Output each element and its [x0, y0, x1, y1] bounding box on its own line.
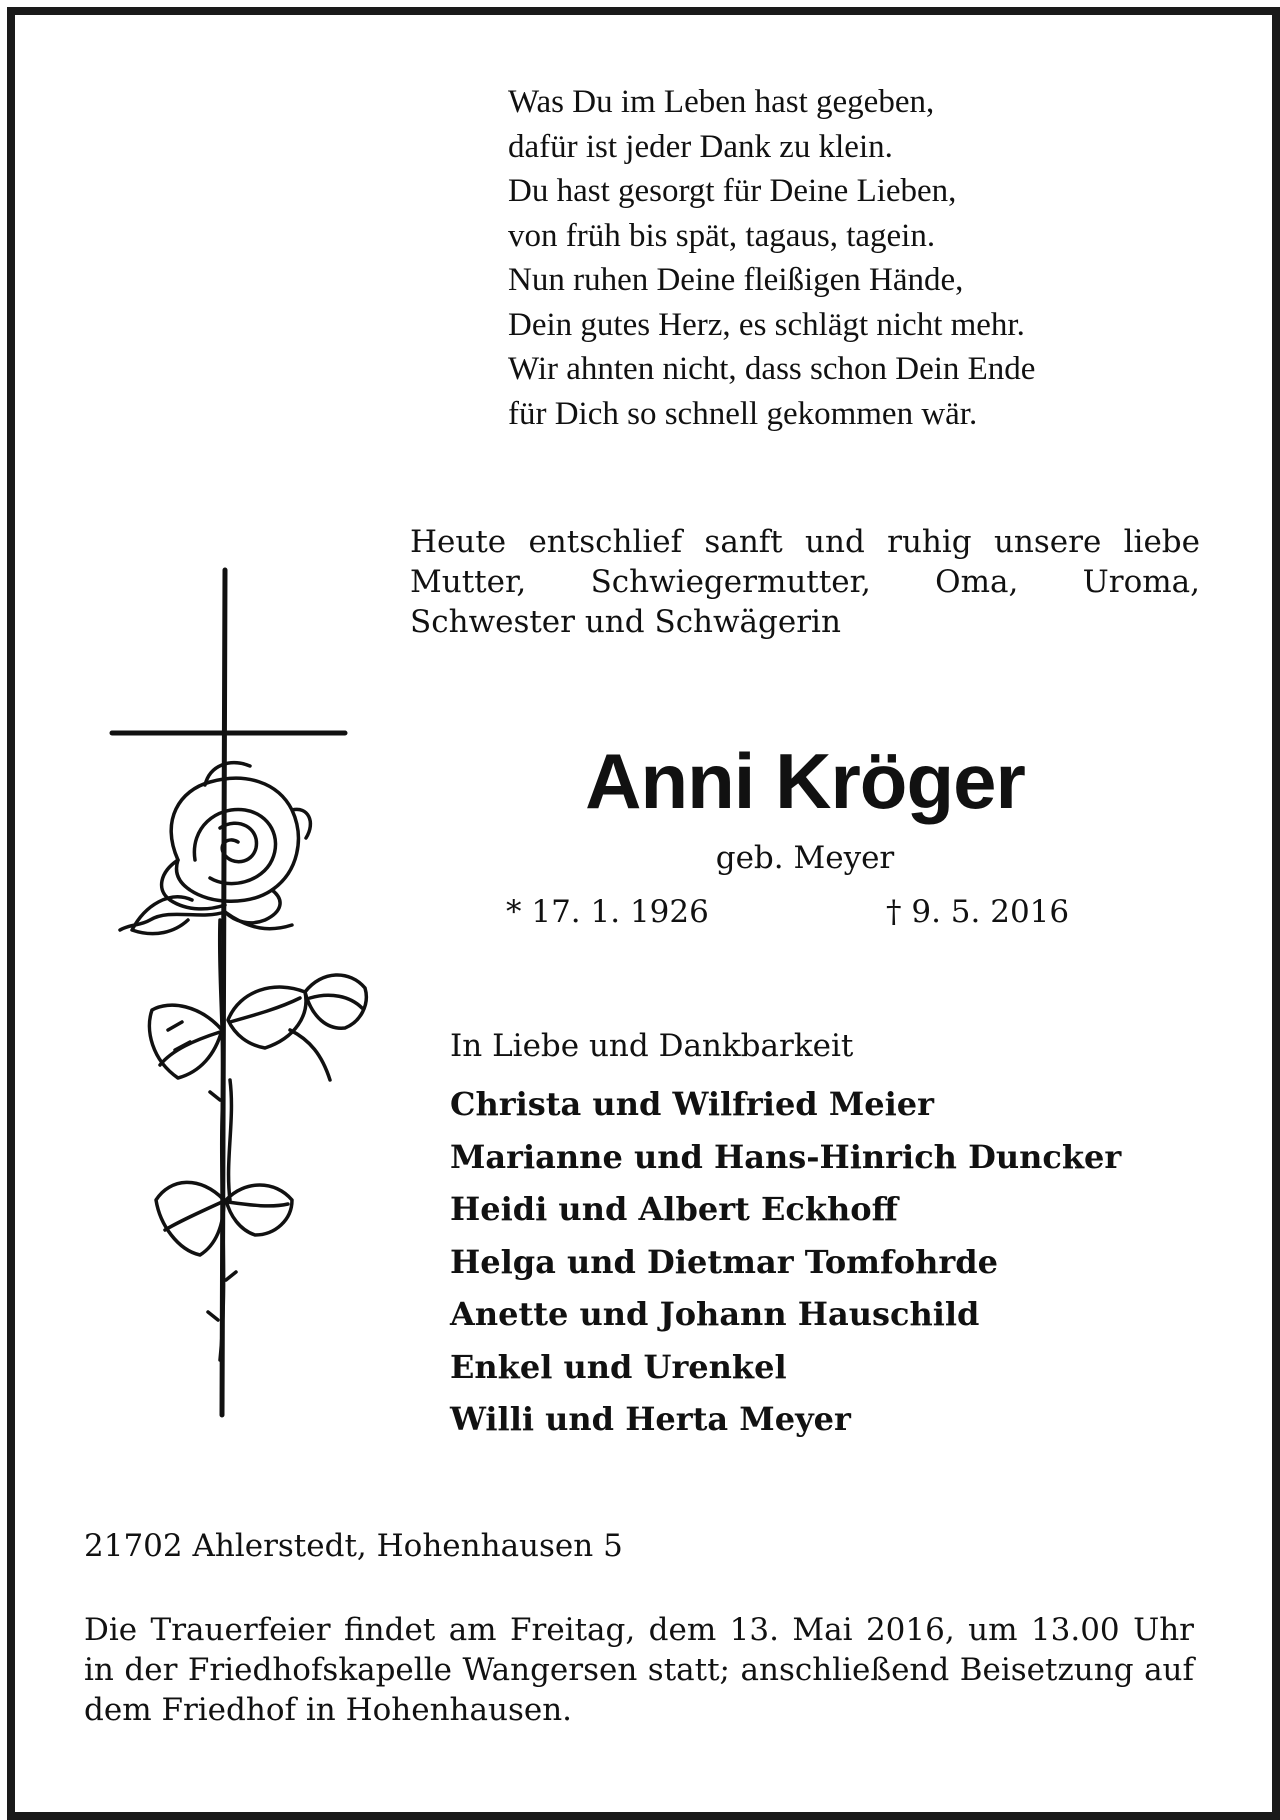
announcement-text: Heute entschlief sanft und ruhig unsere liebe Mutter, Schwiegermutter, Oma, Uroma, Schwester und Schwägerin	[410, 524, 1200, 640]
mourners-block	[450, 1024, 1230, 1446]
mourners-intro: In Liebe und Dankbarkeit	[450, 1028, 854, 1064]
deceased-name: Anni Kröger	[585, 737, 1025, 825]
poem-line: dafür ist jeder Dank zu klein.	[508, 128, 893, 165]
birth-date: * 17. 1. 1926	[506, 894, 709, 930]
poem	[508, 80, 1228, 436]
poem-line: Was Du im Leben hast gegeben,	[508, 84, 935, 120]
death-date: † 9. 5. 2016	[886, 894, 1070, 930]
funeral-service-notice: Die Trauerfeier findet am Freitag, dem 13. Mai 2016, um 13.00 Uhr in der Friedhofskapelle Wangersen statt; anschließend Beisetzung auf dem Friedhof in Hohenhausen.	[84, 1612, 1194, 1728]
poem-line: für Dich so schnell gekommen wär.	[508, 395, 978, 432]
maiden-name: geb. Meyer	[715, 840, 895, 876]
poem-line: Wir ahnten nicht, dass schon Dein Ende	[508, 351, 1036, 387]
poem-line: Nun ruhen Deine fleißigen Hände,	[508, 262, 964, 298]
mourner-name: Helga und Dietmar Tomfohrde	[450, 1242, 998, 1281]
mourner-name: Christa und Wilfried Meier	[450, 1085, 934, 1123]
mourner-name: Willi und Herta Meyer	[450, 1400, 851, 1438]
poem-line: Du hast gesorgt für Deine Lieben,	[508, 173, 957, 209]
mourner-name: Enkel und Urenkel	[450, 1347, 787, 1386]
poem-line: Dein gutes Herz, es schlägt nicht mehr.	[508, 306, 1025, 343]
mourner-name: Marianne und Hans-Hinrich Duncker	[450, 1137, 1122, 1176]
address: 21702 Ahlerstedt, Hohenhausen 5	[84, 1528, 623, 1564]
poem-line: von früh bis spät, tagaus, tagein.	[508, 217, 936, 254]
cross-with-rose-icon	[60, 560, 380, 1425]
mourner-name: Anette und Johann Hauschild	[450, 1295, 980, 1333]
mourner-name: Heidi und Albert Eckhoff	[450, 1190, 898, 1228]
